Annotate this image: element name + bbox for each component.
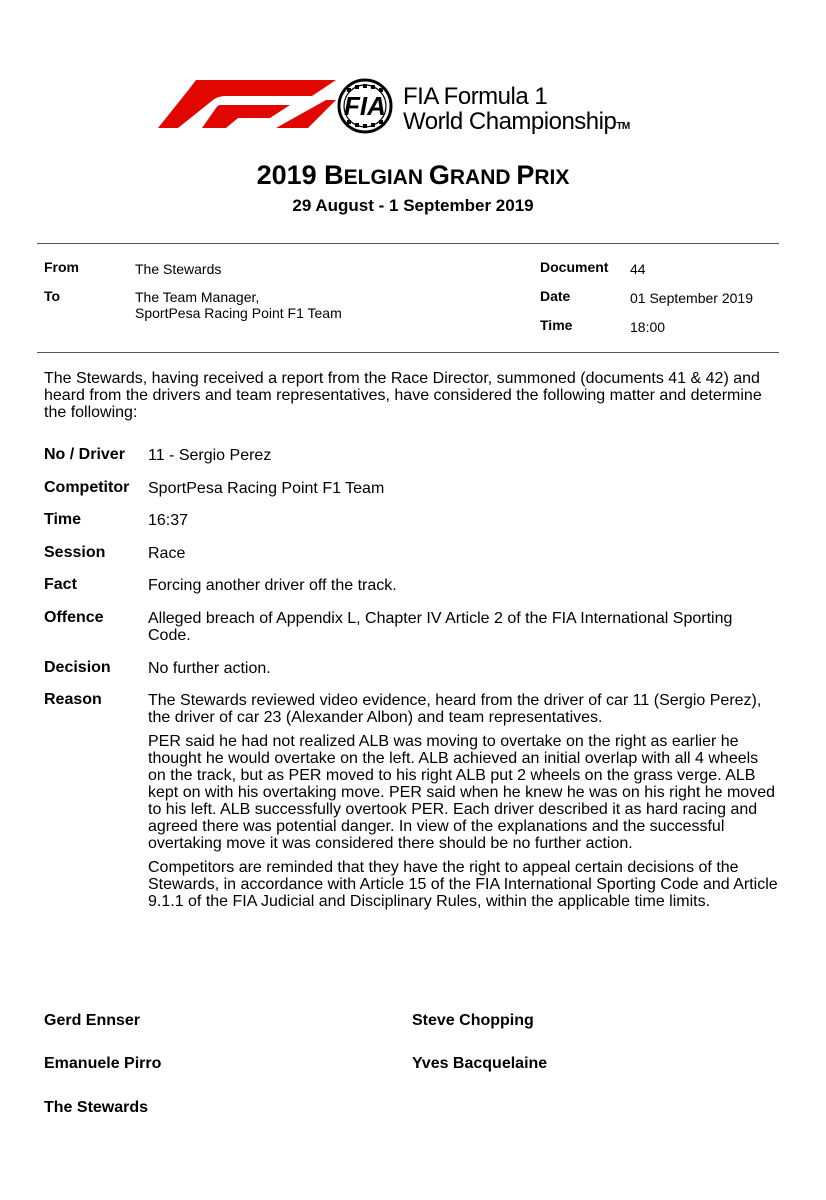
- driver-label: No / Driver: [44, 446, 125, 463]
- brand-line-2: World ChampionshipTM: [403, 108, 630, 135]
- reason-paragraph-1: The Stewards reviewed video evidence, heard from the driver of car 11 (Sergio Perez), the driver of car 23 (Alexander Albon) and team representatives.: [148, 692, 762, 726]
- intro-paragraph: The Stewards, having received a report from the Race Director, summoned (documents 41 & 42) and heard from the drivers and team representatives, have considered the following matter and determine the following:: [44, 370, 762, 421]
- driver-value: 11 - Sergio Perez: [148, 447, 272, 464]
- header-bottom-rule: [37, 352, 779, 353]
- fia-badge-text: FIA: [344, 91, 386, 121]
- session-label: Session: [44, 544, 106, 561]
- document-label: Document: [540, 259, 609, 275]
- event-dates: 29 August - 1 September 2019: [292, 196, 534, 215]
- brand-text: [403, 84, 630, 139]
- stewards-footer: The Stewards: [44, 1099, 149, 1116]
- document-value: 44: [630, 261, 646, 277]
- competitor-value: SportPesa Racing Point F1 Team: [148, 480, 385, 497]
- reason-paragraph-3: Competitors are reminded that they have the right to appeal certain decisions of the Stewards, in accordance with Article 15 of the FIA International Sporting Code and Article 9.1.1 of the FIA Judicial and Disciplinary Rules, within the applicable time limits.: [148, 859, 778, 910]
- from-label: From: [44, 259, 79, 275]
- steward-name-3: Emanuele Pirro: [44, 1055, 162, 1072]
- time-label: Time: [540, 317, 573, 333]
- header-top-rule: [37, 243, 779, 244]
- reason-label: Reason: [44, 691, 102, 708]
- reason-paragraph-2: PER said he had not realized ALB was moving to overtake on the right as earlier he thought he would overtake on the left. ALB achieved an initial overlap with all 4 wheels on the track, but as PER moved to his right ALB put 2 wheels on the grass verge. ALB kept on with his overtaking move. PER said when he knew he was on his right he moved to his left. ALB successfully overtook PER. Each driver described it as hard racing and agreed there was potential danger. In view of the explanations and the successful overtaking move it was considered there should be no further action.: [148, 733, 775, 852]
- offence-value: Alleged breach of Appendix L, Chapter IV Article 2 of the FIA International Sporting Code.: [148, 610, 733, 644]
- to-value: The Team Manager, SportPesa Racing Point F1 Team: [135, 289, 342, 321]
- fia-f1-logo: [158, 78, 678, 134]
- offence-label: Offence: [44, 609, 104, 626]
- from-value: The Stewards: [135, 261, 222, 277]
- competitor-label: Competitor: [44, 479, 130, 496]
- steward-name-4: Yves Bacquelaine: [412, 1055, 548, 1072]
- incident-time-label: Time: [44, 511, 82, 528]
- time-value: 18:00: [630, 319, 666, 335]
- event-title: 2019 BELGIAN GRAND PRIX: [256, 160, 570, 190]
- fact-value: Forcing another driver off the track.: [148, 577, 397, 594]
- steward-name-1: Gerd Ennser: [44, 1012, 141, 1029]
- reason-body: [148, 692, 778, 917]
- date-label: Date: [540, 288, 571, 304]
- decision-value: No further action.: [148, 660, 271, 677]
- to-label: To: [44, 288, 61, 304]
- steward-name-2: Steve Chopping: [412, 1012, 534, 1029]
- date-value: 01 September 2019: [630, 290, 753, 306]
- incident-time-value: 16:37: [148, 512, 189, 529]
- trademark: TM: [616, 121, 630, 132]
- session-value: Race: [148, 545, 186, 562]
- fact-label: Fact: [44, 576, 77, 593]
- f1-logo-icon: [158, 80, 336, 130]
- decision-label: Decision: [44, 659, 111, 676]
- fia-globe-icon: [331, 78, 399, 134]
- brand-line-1: FIA Formula 1: [403, 83, 548, 110]
